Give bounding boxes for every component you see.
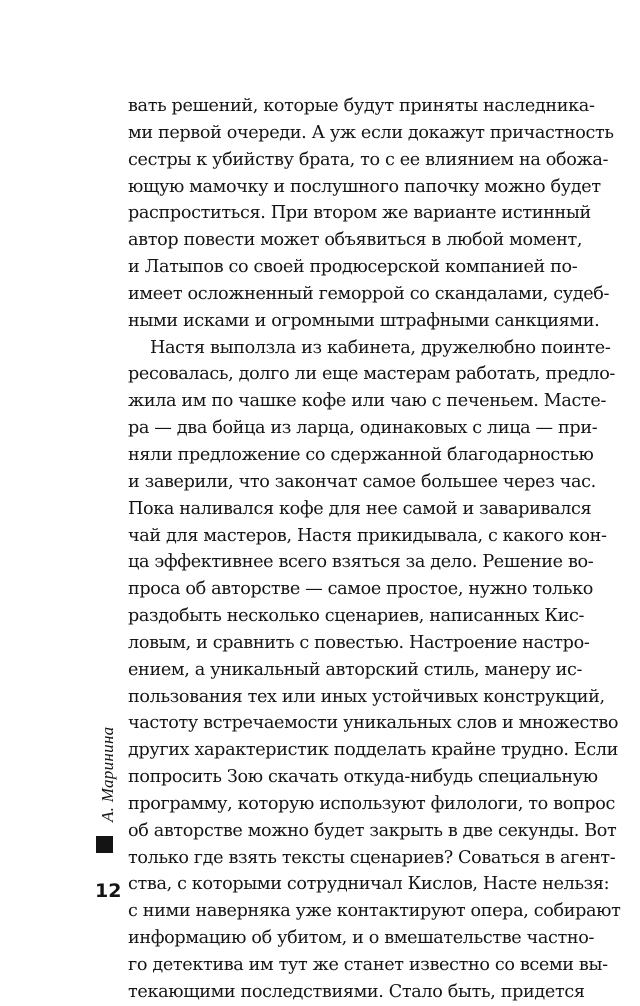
text-line: и заверили, что закончат самое большее через час. [128,471,596,492]
text-line: жила им по чашке кофе или чаю с печеньем. Масте- [128,391,607,412]
text-line: няли предложение со сдержанной благодарностью [128,444,594,465]
text-line: Пока наливался кофе для нее самой и заваривался [128,498,592,519]
text-line: только где взять тексты сценариев? Соваться в агент- [128,847,616,868]
text-line: Настя выползла из кабинета, дружелюбно поинте- [150,337,611,358]
text-line: попросить Зою скачать откуда-нибудь специальную [128,767,598,788]
text-line: ства, с которыми сотрудничал Кислов, Насте нельзя: [128,874,610,895]
text-line: ющую мамочку и послушного папочку можно будет [128,176,601,197]
text-line: проса об авторстве — самое простое, нужно только [128,579,593,600]
text-line: текающими последствиями. Стало быть, придется [128,981,585,1002]
text-line: ресовалась, долго ли еще мастерам работать, предло- [128,364,616,385]
text-line: частоту встречаемости уникальных слов и множество [128,713,619,734]
text-line: автор повести может объявиться в любой момент, [128,230,583,251]
text-line: об авторстве можно будет закрыть в две секунды. Вот [128,820,617,841]
page-number: 12 [95,880,122,902]
text-line: чай для мастеров, Настя прикидывала, с какого кон- [128,525,607,546]
text-line: других характеристик подделать крайне трудно. Если [128,740,619,761]
text-line: распроститься. При втором же варианте истинный [128,203,591,224]
square-marker-icon [96,836,113,853]
text-line: программу, которую используют филологи, то вопрос [128,793,616,814]
text-line: ми первой очереди. А уж если докажут причастность [128,122,614,143]
text-line: ра — два бойца из ларца, одинаковых с лица — при- [128,418,598,439]
text-line: пользования тех или иных устойчивых конструкций, [128,686,605,707]
text-line: раздобыть несколько сценариев, написанных Кис- [128,606,585,627]
text-line: сестры к убийству брата, то с ее влиянием на обожа- [128,149,609,170]
running-author: А. Маринина [98,726,117,822]
text-line: ловым, и сравнить с повестью. Настроение настро- [128,632,590,653]
text-line: и Латыпов со своей продюсерской компанией по- [128,257,578,278]
body-text [128,93,621,1006]
text-line: ца эффективнее всего взяться за дело. Решение во- [128,552,594,573]
text-line: ением, а уникальный авторский стиль, манеру ис- [128,659,583,680]
text-line: информацию об убитом, и о вмешательстве частно- [128,928,595,949]
text-line: с ними наверняка уже контактируют опера, собирают [128,901,621,922]
text-line: вать решений, которые будут приняты наследника- [128,96,595,116]
text-line: ными исками и огромными штрафными санкциями. [128,310,600,331]
text-line: имеет осложненный геморрой со скандалами, судеб- [128,283,610,304]
text-line: го детектива им тут же станет известно со всеми вы- [128,955,608,975]
